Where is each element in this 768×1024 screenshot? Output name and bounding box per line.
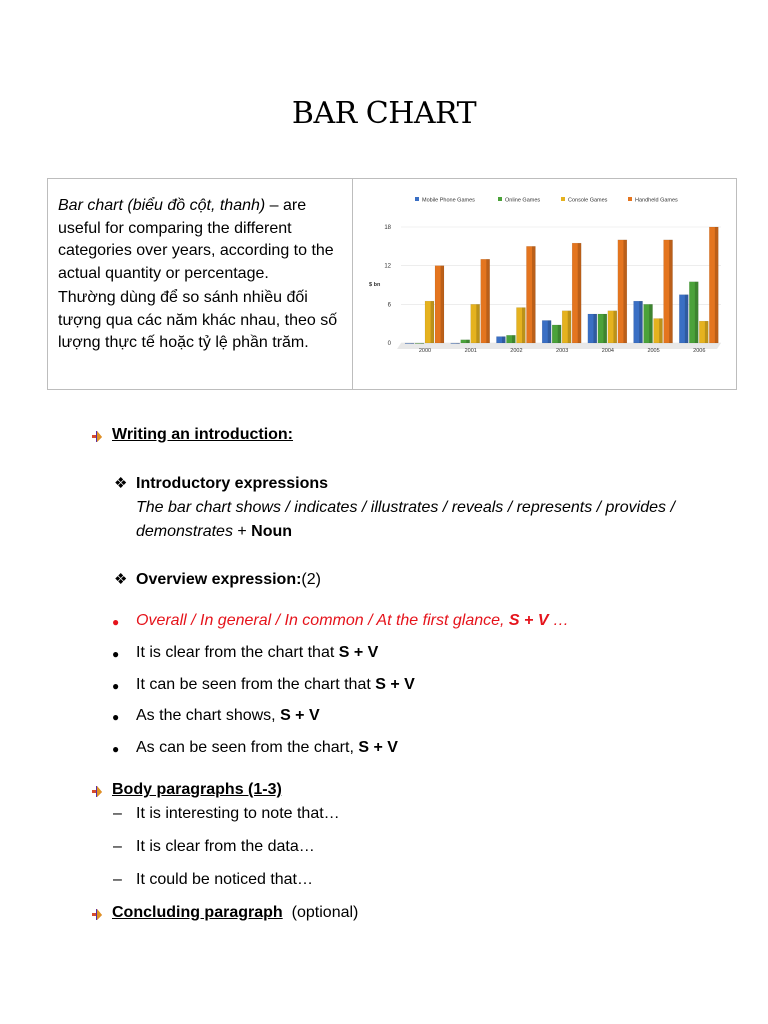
bullet-icon: ● bbox=[112, 647, 120, 661]
definition-vietnamese: Thường dùng để so sánh nhiều đối tượng qua các năm khác nhau, theo số lượng thực tế hoặc tỷ lệ phần trăm. bbox=[58, 289, 338, 351]
definition-table bbox=[47, 178, 737, 390]
bar-shade bbox=[695, 282, 698, 343]
overview-item-3: ● It can be seen from the chart that S + V bbox=[112, 676, 415, 696]
legend-swatch bbox=[498, 197, 502, 201]
definition-cell bbox=[48, 179, 353, 389]
page-title: BAR CHART bbox=[291, 96, 477, 131]
bar-shade bbox=[558, 325, 561, 343]
bar-shade bbox=[512, 335, 515, 343]
bar-shade bbox=[639, 301, 642, 343]
overview-heading: ❖ Overview expression: (2) bbox=[114, 571, 321, 588]
y-tick-label: 12 bbox=[384, 263, 391, 270]
introductory-expressions-heading: ❖ Introductory expressions bbox=[114, 475, 329, 492]
legend-label: Handheld Games bbox=[635, 197, 678, 204]
bar-shade bbox=[613, 311, 616, 343]
dash-bullet: – bbox=[113, 871, 122, 888]
x-tick-label: 2000 bbox=[418, 348, 432, 354]
conclusion-heading bbox=[90, 904, 358, 922]
diamond-bullet-icon: ❖ bbox=[114, 571, 128, 588]
arrow-bullet-icon bbox=[90, 906, 104, 920]
y-tick-label: 6 bbox=[387, 302, 391, 309]
chart-cell bbox=[353, 179, 736, 389]
overview-item-5: ● As can be seen from the chart, S + V bbox=[112, 739, 398, 759]
intro-heading bbox=[90, 426, 293, 444]
dash-bullet: – bbox=[113, 838, 122, 855]
bar-shade bbox=[685, 295, 688, 343]
x-tick-label: 2003 bbox=[556, 348, 569, 354]
bar-shade bbox=[522, 308, 525, 343]
bar-shade bbox=[715, 227, 718, 343]
bar-shade bbox=[659, 319, 662, 343]
diamond-bullet-icon: ❖ bbox=[114, 475, 128, 492]
overview-item-2: ● It is clear from the chart that S + V bbox=[112, 644, 378, 664]
legend-label: Online Games bbox=[505, 197, 541, 204]
body-item-2: – It is clear from the data… bbox=[113, 838, 315, 855]
legend-label: Mobile Phone Games bbox=[422, 197, 475, 204]
definition-term: Bar chart (biểu đồ cột, thanh) bbox=[58, 197, 266, 214]
overview-item-1: ● Overall / In general / In common / At the first glance, S + V … bbox=[112, 612, 569, 632]
arrow-bullet-icon bbox=[90, 783, 104, 797]
introductory-expressions-text: The bar chart shows / indicates / illustrates / reveals / represents / provides / demonstrates + Noun bbox=[136, 499, 675, 540]
body-item-1: – It is interesting to note that… bbox=[113, 805, 340, 822]
x-tick-label: 2001 bbox=[464, 348, 477, 354]
conclusion-note: (optional) bbox=[291, 904, 359, 921]
x-tick-label: 2006 bbox=[693, 348, 706, 354]
legend-swatch bbox=[561, 197, 565, 201]
legend-swatch bbox=[628, 197, 632, 201]
conclusion-heading-text: Concluding paragraph bbox=[112, 904, 283, 921]
bullet-icon: ● bbox=[112, 615, 120, 629]
dash-bullet: – bbox=[113, 805, 122, 822]
bar-shade bbox=[669, 240, 672, 343]
bar-shade bbox=[578, 243, 581, 343]
bar-shade bbox=[705, 321, 708, 343]
bar-shade bbox=[568, 311, 571, 343]
body-item-3: – It could be noticed that… bbox=[113, 871, 313, 888]
bar-shade bbox=[466, 340, 469, 343]
bar-shade bbox=[486, 259, 489, 343]
bullet-icon: ● bbox=[112, 679, 120, 693]
bar-shade bbox=[593, 314, 596, 343]
bar-shade bbox=[623, 240, 626, 343]
definition-english: Bar chart (biểu đồ cột, thanh) – are useful for comparing the different categories over years, according to the actual quantity or percentage. bbox=[58, 197, 334, 282]
bar-shade bbox=[456, 343, 459, 344]
body-heading bbox=[90, 781, 282, 799]
legend-swatch bbox=[415, 197, 419, 201]
bar-shade bbox=[603, 314, 606, 343]
bar-shade bbox=[532, 246, 535, 343]
bar-shade bbox=[548, 320, 551, 343]
y-tick-label: 0 bbox=[387, 341, 391, 347]
overview-item-4: ● As the chart shows, S + V bbox=[112, 707, 320, 727]
bar-shade bbox=[502, 337, 505, 343]
bullet-icon: ● bbox=[112, 742, 120, 756]
definition-english-text: are useful for comparing the different categories over years, according to the actual quantity or percentage. bbox=[58, 197, 334, 282]
bar-shade bbox=[411, 343, 414, 344]
y-tick-label: 18 bbox=[384, 225, 391, 231]
bar-chart bbox=[353, 179, 736, 389]
bar-shade bbox=[441, 266, 444, 343]
bar-shade bbox=[476, 304, 479, 343]
intro-heading-text: Writing an introduction: bbox=[112, 426, 294, 443]
body-heading-text: Body paragraphs (1-3) bbox=[112, 781, 282, 798]
x-tick-label: 2002 bbox=[510, 348, 523, 354]
legend-label: Console Games bbox=[568, 197, 608, 204]
bar-shade bbox=[649, 304, 652, 343]
bar-shade bbox=[421, 343, 424, 344]
arrow-bullet-icon bbox=[90, 428, 104, 442]
bar-shade bbox=[431, 301, 434, 343]
bullet-icon: ● bbox=[112, 710, 120, 724]
x-tick-label: 2005 bbox=[647, 348, 660, 354]
x-tick-label: 2004 bbox=[601, 348, 614, 354]
y-axis-label: $ bn bbox=[369, 282, 381, 288]
